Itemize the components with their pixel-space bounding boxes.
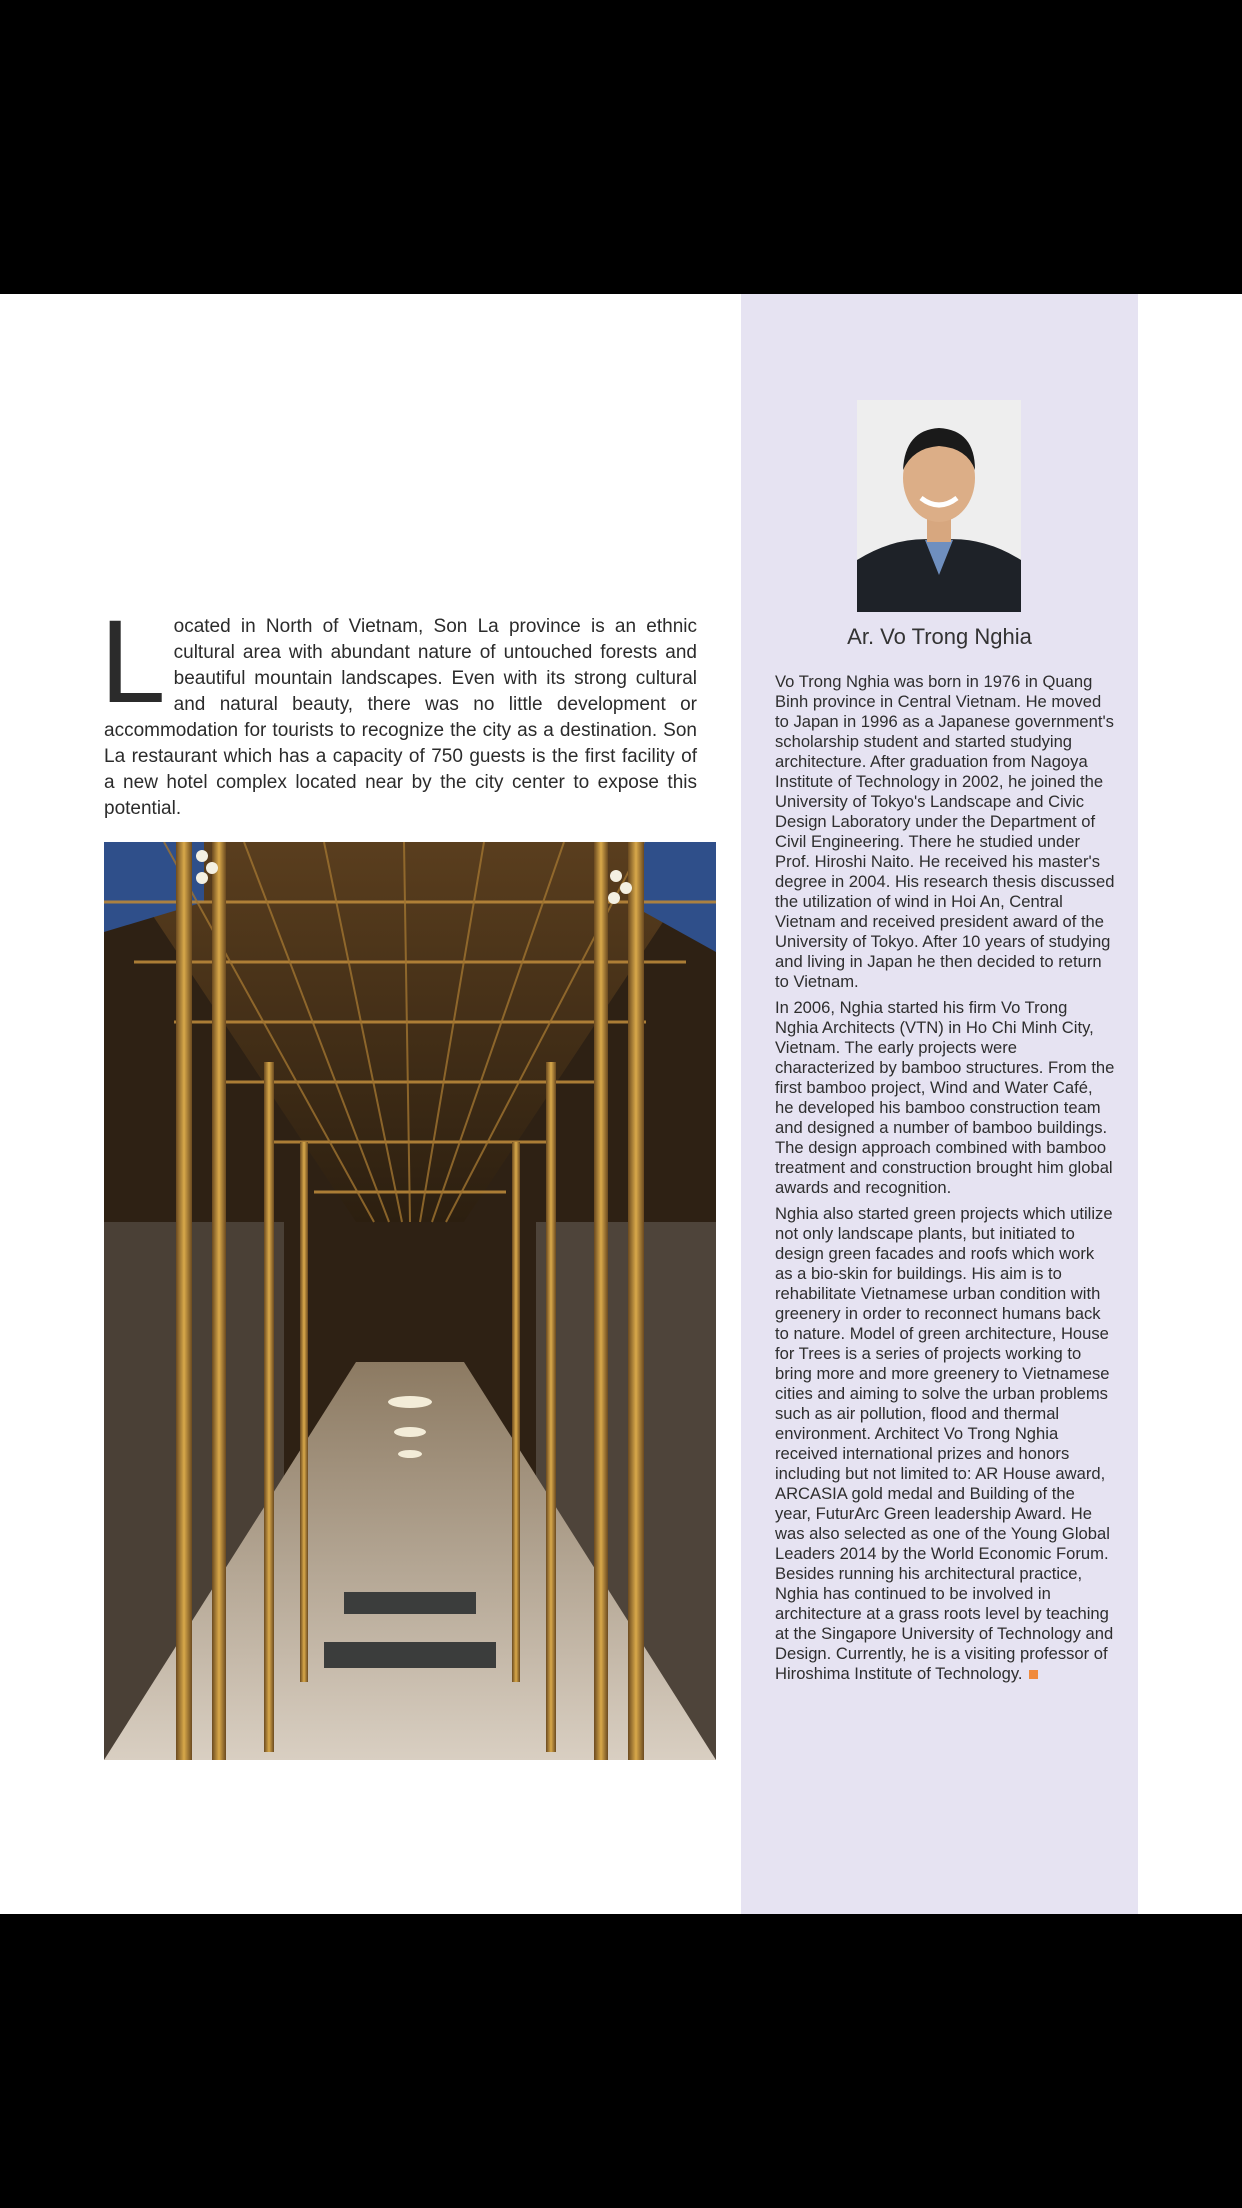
portrait-illustration <box>857 400 1021 612</box>
architect-portrait <box>857 400 1021 612</box>
bamboo-hall-illustration <box>104 842 716 1760</box>
bio-paragraph: Vo Trong Nghia was born in 1976 in Quang Binh province in Central Vietnam. He moved to Japan in 1996 as a Japanese government's scholarship student and started studying architecture. After graduation from Nagoya Institute of Technology in 2002, he joined the University of Tokyo's Landscape and Civic Design Laboratory under the Department of Civil Engineering. There he studied under Prof. Hiroshi Naito. He received his master's degree in 2004. His research thesis discussed the utilization of wind in Hoi An, Central Vietnam and received president award of the University of Tokyo. After 10 years of studying and living in Japan he then decided to return to Vietnam. <box>775 672 1115 991</box>
intro-paragraph <box>100 596 697 822</box>
bamboo-restaurant-photo <box>104 842 716 1760</box>
architect-name: Ar. Vo Trong Nghia <box>847 624 1032 649</box>
end-mark-icon <box>1029 1670 1038 1679</box>
bio-paragraph-last <box>775 1204 1115 1684</box>
intro-text: ocated in North of Vietnam, Son La province is an ethnic cultural area with abundant nature of untouched forests and beautiful mountain landscapes. Even with its strong cultural and natural beauty, there was no little development or accommodation for tourists to recognize the city as a destination. Son La restaurant which has a capacity of 750 guests is the first facility of a new hotel complex located near by the city center to expose this potential. <box>104 616 697 819</box>
bio-paragraph: In 2006, Nghia started his firm Vo Trong Nghia Architects (VTN) in Ho Chi Minh City, Vietnam. The early projects were characterized by bamboo structures. From the first bamboo project, Wind and Water Café, he developed his bamboo construction team and designed a number of bamboo buildings. The design approach combined with bamboo treatment and construction brought him global awards and recognition. <box>775 998 1115 1197</box>
architect-biography <box>775 672 1115 1690</box>
drop-cap: L <box>100 596 166 728</box>
bio-paragraph-text: Nghia also started green projects which utilize not only landscape plants, but initiated to design green facades and roofs which work as a bio-skin for buildings. His aim is to rehabilitate Vietnamese urban condition with greenery in order to reconnect humans back to nature. Model of green architecture, House for Trees is a series of projects working to bring more and more greenery to Vietnamese cities and aiming to solve the urban problems such as air pollution, flood and thermal environment. Architect Vo Trong Nghia received international prizes and honors including but not limited to: AR House award, ARCASIA gold medal and Building of the year, FuturArc Green leadership Award. He was also selected as one of the Young Global Leaders 2014 by the World Economic Forum. Besides running his architectural practice, Nghia has continued to be involved in architecture at a grass roots level by teaching at the Singapore University of Technology and Design. Currently, he is a visiting professor of Hiroshima Institute of Technology. <box>775 1204 1114 1683</box>
magazine-page <box>0 294 1242 1914</box>
